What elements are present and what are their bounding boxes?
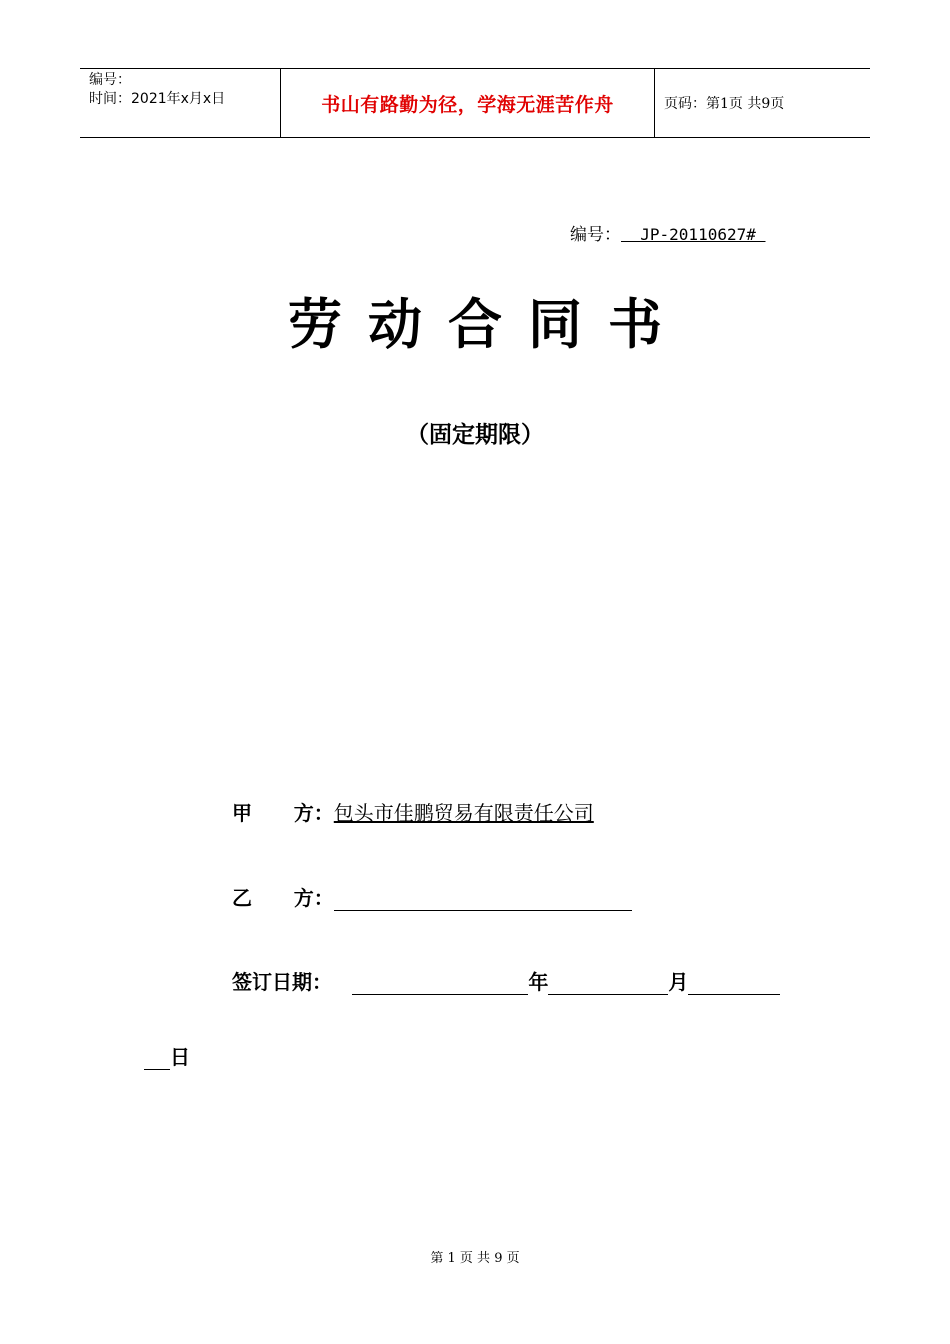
document-number [570,220,766,245]
party-a-label: 甲 方： [232,801,334,825]
year-blank[interactable] [352,972,528,995]
day-blank-line1[interactable] [688,972,780,995]
party-b-blank[interactable] [334,888,632,911]
header-time-label: 时间：2021年x月x日 [89,91,226,107]
header-number-label: 编号： [89,72,131,88]
year-label: 年 [528,970,549,994]
header-motto: 书山有路勤为径，学海无涯苦作舟 [281,69,655,137]
page-footer: 第 1 页 共 9 页 [430,1251,520,1266]
page-header [80,68,870,138]
party-b-label: 乙 方： [232,886,334,910]
document-subtitle: （固定期限） [406,422,544,448]
header-meta [80,69,281,137]
sign-date-label: 签订日期： [232,970,332,994]
day-row [144,1041,190,1070]
month-label: 月 [668,970,689,994]
document-number-value: JP-20110627# [621,225,766,244]
header-page-info: 页码：第1页 共9页 [664,96,785,112]
sign-date-row [232,966,780,995]
document-number-label: 编号： [570,225,621,245]
document-title: 劳动合同书 [288,293,688,356]
day-label: 日 [170,1045,190,1069]
month-blank[interactable] [548,972,668,995]
party-a-value: 包头市佳鹏贸易有限责任公司 [333,801,594,825]
day-blank-line2[interactable] [144,1047,170,1070]
party-b-row [232,882,632,911]
party-a-row [232,797,594,826]
